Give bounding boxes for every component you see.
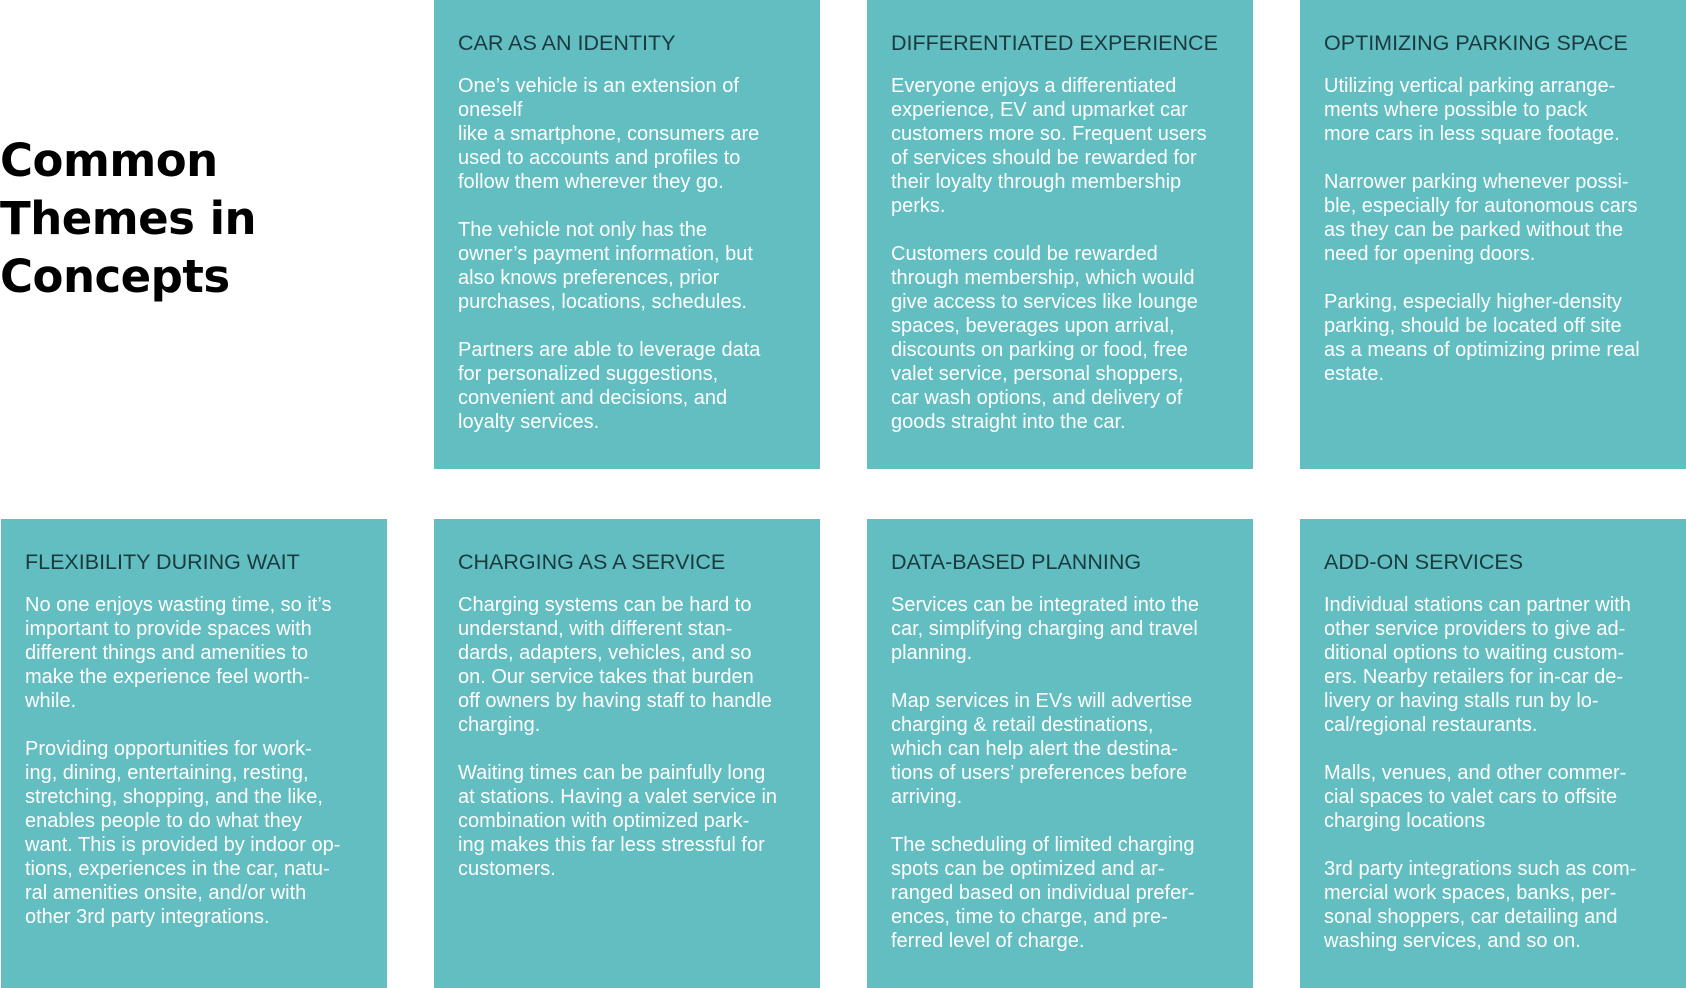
- card-paragraph: 3rd party integrations such as com- mercial work spaces, banks, per- sonal shoppers, car detailing and washing services, and so on.: [1324, 858, 1637, 952]
- card-paragraph: Customers could be rewarded through membership, which would give access to services like lounge spaces, beverages upon arrival, discounts on parking or food, free valet service, personal shoppers, car wash options, and delivery of goods straight into the car.: [891, 243, 1198, 433]
- card-body: [458, 74, 796, 434]
- card-paragraph: Charging systems can be hard to understand, with different stan- dards, adapters, vehicles, and so on. Our service takes that burden off owners by having staff to handle charging.: [458, 594, 772, 736]
- card-paragraph: The scheduling of limited charging spots can be optimized and ar- ranged based on individual prefer- ences, time to charge, and pre- ferred level of charge.: [891, 834, 1195, 952]
- card-paragraph: Narrower parking whenever possi- ble, especially for autonomous cars as they can be parked without the need for opening doors.: [1324, 171, 1638, 265]
- card-heading: DATA-BASED PLANNING: [891, 550, 1142, 574]
- card-heading: OPTIMIZING PARKING SPACE: [1324, 31, 1628, 55]
- theme-card-car-as-an-identity: [434, 0, 820, 469]
- card-paragraph: Services can be integrated into the car, simplifying charging and travel planning.: [891, 594, 1199, 664]
- card-paragraph: Individual stations can partner with other service providers to give ad- ditional options to waiting custom- ers. Nearby retailers for in-car de- livery or having stalls run by lo- cal/regional restaurants.: [1324, 594, 1631, 736]
- card-paragraph: Utilizing vertical parking arrange- ments where possible to pack more cars in less square footage.: [1324, 75, 1620, 145]
- theme-card-data-based-planning: [867, 519, 1253, 988]
- card-paragraph: Malls, venues, and other commer- cial spaces to valet cars to offsite charging locations: [1324, 762, 1627, 832]
- page-title: Common Themes in Concepts: [0, 134, 257, 303]
- card-paragraph: Providing opportunities for work- ing, dining, entertaining, resting, stretching, shopping, and the like, enables people to do what they want. This is provided by indoor op- tions, experiences in the car, natu- ral amenities onsite, and/or with other 3rd party integrations.: [25, 738, 341, 928]
- card-paragraph: Map services in EVs will advertise charging & retail destinations, which can help alert the destina- tions of users’ preferences before arriving.: [891, 690, 1193, 808]
- card-body: [458, 593, 796, 881]
- card-paragraph: One’s vehicle is an extension of oneself like a smartphone, consumers are used to accounts and profiles to follow them wherever they go.: [458, 75, 760, 193]
- card-paragraph: The vehicle not only has the owner’s payment information, but also knows preferences, prior purchases, locations, schedules.: [458, 219, 753, 313]
- card-heading: DIFFERENTIATED EXPERIENCE: [891, 31, 1218, 55]
- theme-card-optimizing-parking-space: [1300, 0, 1686, 469]
- card-body: [891, 74, 1229, 434]
- card-paragraph: No one enjoys wasting time, so it’s important to provide spaces with different things and amenities to make the experience feel worth- while.: [25, 594, 332, 712]
- card-heading: CHARGING AS A SERVICE: [458, 550, 726, 574]
- card-heading: ADD-ON SERVICES: [1324, 550, 1524, 574]
- card-body: [891, 593, 1229, 953]
- card-heading: CAR AS AN IDENTITY: [458, 31, 676, 55]
- card-paragraph: Everyone enjoys a differentiated experience, EV and upmarket car customers more so. Frequent users of services should be rewarded for their loyalty through membership perks.: [891, 75, 1207, 217]
- theme-card-flexibility-during-wait: [1, 519, 387, 988]
- card-body: [25, 593, 363, 929]
- card-body: [1324, 593, 1662, 953]
- card-paragraph: Waiting times can be painfully long at stations. Having a valet service in combination with optimized park- ing makes this far less stressful for customers.: [458, 762, 778, 880]
- card-heading: FLEXIBILITY DURING WAIT: [25, 550, 300, 574]
- theme-card-differentiated-experience: [867, 0, 1253, 469]
- theme-card-charging-as-a-service: [434, 519, 820, 988]
- card-paragraph: Parking, especially higher-density parking, should be located off site as a means of optimizing prime real estate.: [1324, 291, 1640, 385]
- card-body: [1324, 74, 1662, 386]
- card-paragraph: Partners are able to leverage data for personalized suggestions, convenient and decisions, and loyalty services.: [458, 339, 761, 433]
- theme-card-add-on-services: [1300, 519, 1686, 988]
